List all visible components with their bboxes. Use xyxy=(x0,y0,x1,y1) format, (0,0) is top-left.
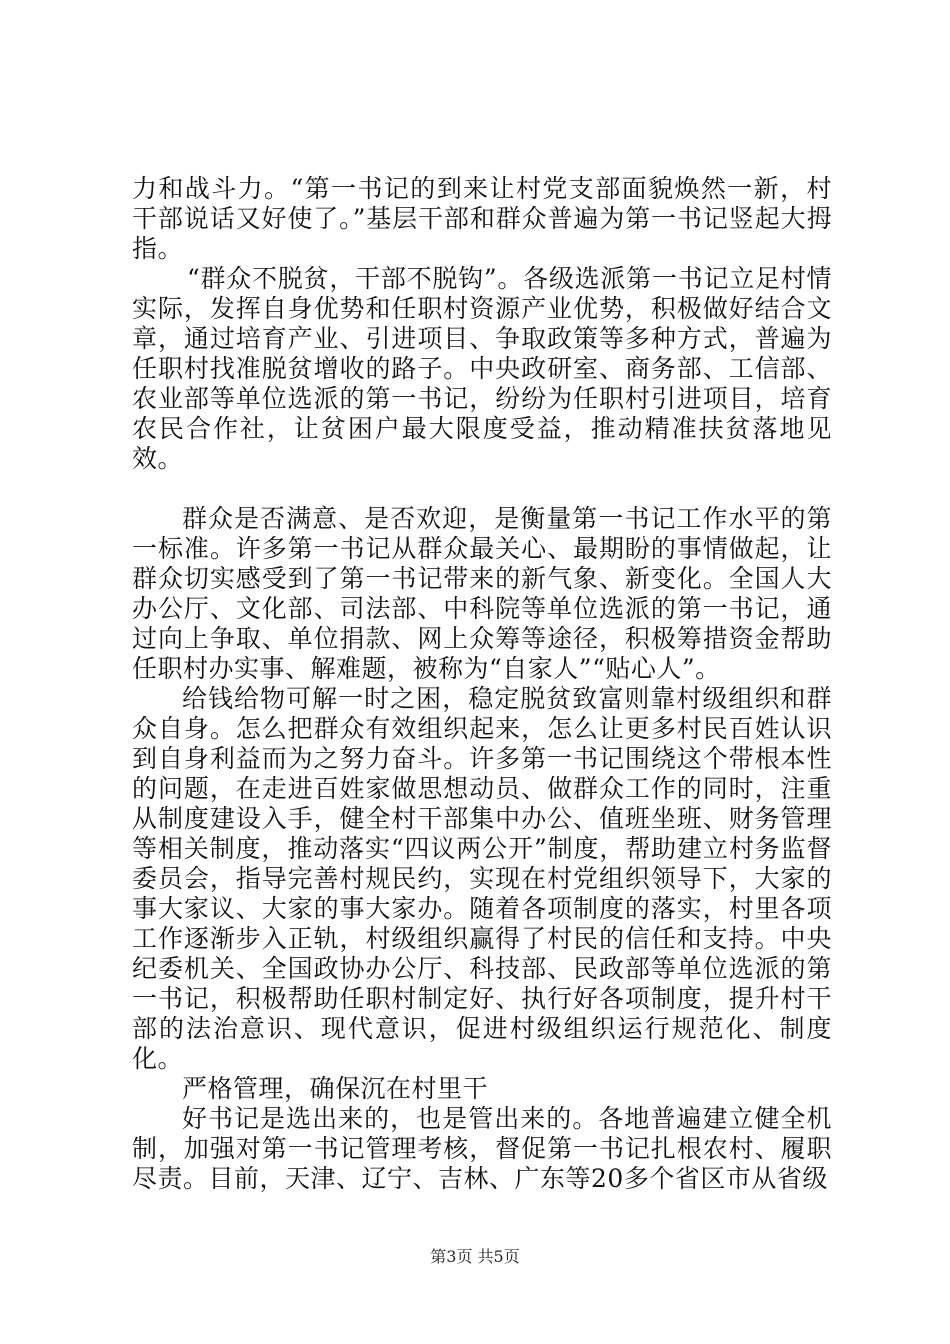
page-number-footer: 第3页 共5页 xyxy=(430,1247,520,1266)
section-heading: 严格管理，确保沉在村里干 xyxy=(182,1074,489,1103)
paragraph-continuation: 力和战斗力。“第一书记的到来让村党支部面貌焕然一新，村干部说话又好使了。”基层干部和群众普遍为第一书记竖起大拇指。 xyxy=(132,174,832,263)
paragraph-gap xyxy=(132,474,832,504)
paragraph-mass-satisfaction: 群众是否满意、是否欢迎，是衡量第一书记工作水平的第一标准。许多第一书记从群众最关心、最期盼的事情做起，让群众切实感受到了第一书记带来的新气象、新变化。全国人大办公厅、文化部、司法部、中科院等单位选派的第一书记，通过向上争取、单位捐款、网上众筹等途径，积极筹措资金帮助任职村办实事、解难题，被称为“自家人”“贴心人”。 xyxy=(132,504,832,683)
paragraph-poverty-alleviation: “群众不脱贫，干部不脱钩”。各级选派第一书记立足村情实际，发挥自身优势和任职村资源产业优势，积极做好结合文章，通过培育产业、引进项目、争取政策等多种方式，普遍为任职村找准脱贫增收的路子。中央政研室、商务部、工信部、农业部等单位选派的第一书记，纷纷为任职村引进项目，培育农民合作社，让贫困户最大限度受益，推动精准扶贫落地见效。 xyxy=(132,264,832,473)
paragraph-management: 好书记是选出来的，也是管出来的。各地普遍建立健全机制，加强对第一书记管理考核，督促第一书记扎根农村、履职尽责。目前，天津、辽宁、吉林、广东等20多个省区市从省级 xyxy=(132,1104,832,1193)
document-body xyxy=(132,174,832,1194)
paragraph-village-organization: 给钱给物可解一时之困，稳定脱贫致富则靠村级组织和群众自身。怎么把群众有效组织起来，怎么让更多村民百姓认识到自身利益而为之努力奋斗。许多第一书记围绕这个带根本性的问题，在走进百姓家做思想动员、做群众工作的同时，注重从制度建设入手，健全村干部集中办公、值班坐班、财务管理等相关制度，推动落实“四议两公开”制度，帮助建立村务监督委员会，指导完善村规民约，实现在村党组织领导下，大家的事大家议、大家的事大家办。随着各项制度的落实，村里各项工作逐渐步入正轨，村级组织赢得了村民的信任和支持。中央纪委机关、全国政协办公厅、科技部、民政部等单位选派的第一书记，积极帮助任职村制定好、执行好各项制度，提升村干部的法治意识、现代意识，促进村级组织运行规范化、制度化。 xyxy=(132,684,832,1073)
